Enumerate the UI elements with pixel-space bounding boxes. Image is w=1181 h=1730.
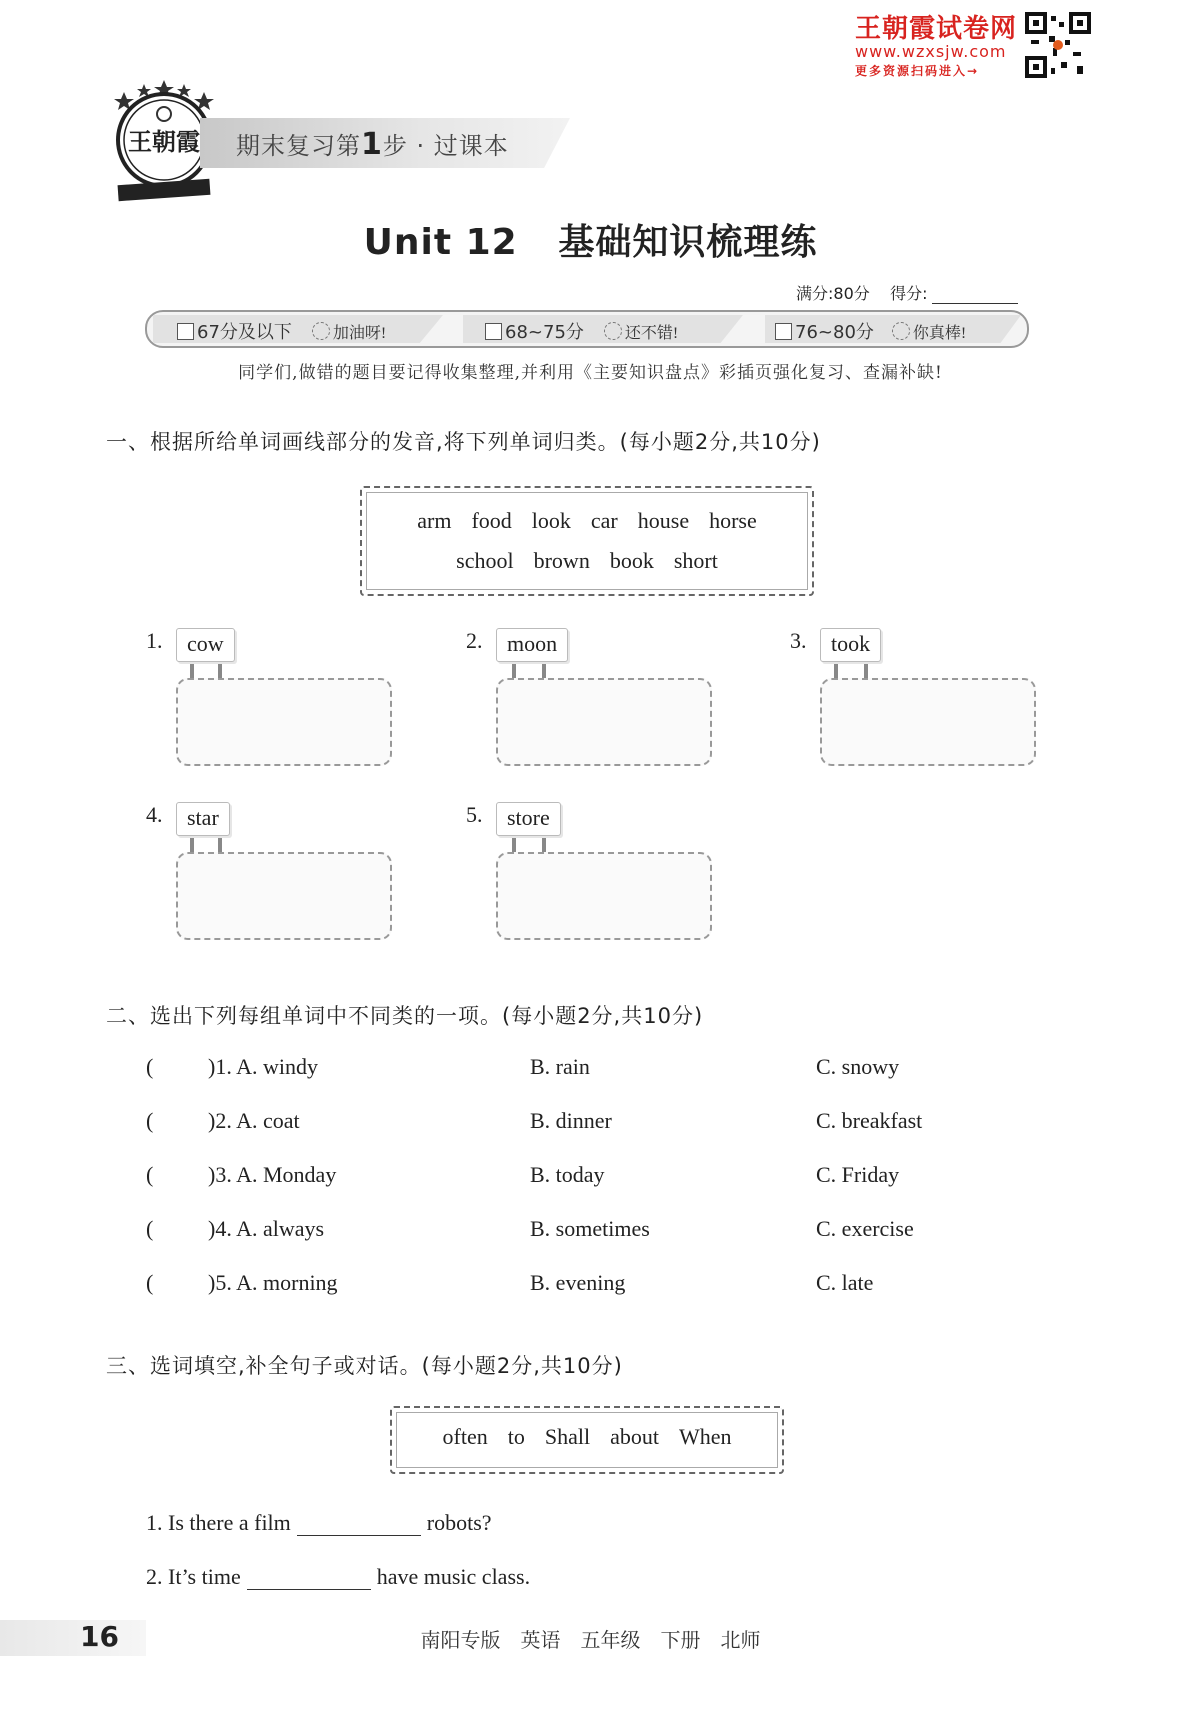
grade-bar <box>145 310 1029 348</box>
obtained-score-label: 得分: <box>890 284 928 303</box>
fill-sentence: 2. It’s time have music class. <box>146 1564 531 1589</box>
tag-peg <box>542 838 546 852</box>
tag-peg <box>218 838 222 852</box>
section3-word-box <box>390 1406 784 1474</box>
brand-url[interactable]: www.wzxsjw.com <box>855 42 1007 61</box>
question-option-a: )2. A. coat <box>208 1108 300 1133</box>
question-option-a: )3. A. Monday <box>208 1162 337 1187</box>
banner-text: 期末复习第1步 · 过课本 <box>236 127 509 162</box>
page-number: 16 <box>80 1620 119 1653</box>
answer-paren[interactable]: ( <box>146 1054 154 1079</box>
answer-box[interactable] <box>496 678 712 766</box>
section3-heading: 三、选词填空,补全句子或对话。(每小题2分,共10分) <box>106 1354 623 1378</box>
question-option-a: )5. A. morning <box>208 1270 338 1295</box>
answer-box[interactable] <box>176 678 392 766</box>
smile-icon <box>312 322 330 340</box>
item-number: 1. <box>146 628 163 653</box>
tag-peg <box>512 664 516 678</box>
item-word-tag: moon <box>496 628 568 662</box>
grade-checkbox[interactable] <box>177 323 194 340</box>
item-word-tag: took <box>820 628 881 662</box>
tag-peg <box>834 664 838 678</box>
brand-name: 王朝霞试卷网 <box>855 14 1018 44</box>
question-option-c: C. exercise <box>816 1216 914 1241</box>
answer-paren[interactable]: ( <box>146 1108 154 1133</box>
word-row-1: arm food look car house horse <box>417 508 757 533</box>
reminder-text: 同学们,做错的题目要记得收集整理,并利用《主要知识盘点》彩插页强化复习、查漏补缺! <box>238 363 943 383</box>
tag-peg <box>190 664 194 678</box>
obtained-score-blank[interactable] <box>932 287 1018 304</box>
tag-peg <box>542 664 546 678</box>
section1-heading: 一、根据所给单词画线部分的发音,将下列单词归类。(每小题2分,共10分) <box>106 430 821 454</box>
qr-code-icon[interactable] <box>1025 12 1091 78</box>
section2-heading: 二、选出下列每组单词中不同类的一项。(每小题2分,共10分) <box>106 1004 704 1028</box>
smile-icon <box>604 322 622 340</box>
footer: 南阳专版 英语 五年级 下册 北师 <box>420 1630 761 1652</box>
question-option-c: C. Friday <box>816 1162 900 1187</box>
word-row: often to Shall about When <box>442 1424 732 1449</box>
question-option-a: )4. A. always <box>208 1216 325 1241</box>
fill-blank[interactable] <box>297 1513 421 1536</box>
tag-peg <box>864 664 868 678</box>
answer-box[interactable] <box>176 852 392 940</box>
item-number: 3. <box>790 628 807 653</box>
grade-item: 76~80分 你真棒! <box>775 318 966 344</box>
logo-text: 王朝霞 <box>128 127 200 156</box>
answer-paren[interactable]: ( <box>146 1216 154 1241</box>
fill-blank[interactable] <box>247 1567 371 1590</box>
item-word-tag: store <box>496 802 561 836</box>
question-option-b: B. evening <box>530 1270 626 1295</box>
question-option-c: C. breakfast <box>816 1108 923 1133</box>
answer-paren[interactable]: ( <box>146 1270 154 1295</box>
question-option-b: B. today <box>530 1162 605 1187</box>
question-option-a: )1. A. windy <box>208 1054 318 1079</box>
banner-step-number: 1 <box>361 127 383 162</box>
question-option-b: B. dinner <box>530 1108 612 1133</box>
grade-checkbox[interactable] <box>775 323 792 340</box>
smile-icon <box>892 322 910 340</box>
grade-checkbox[interactable] <box>485 323 502 340</box>
tag-peg <box>218 664 222 678</box>
tag-peg <box>190 838 194 852</box>
answer-box[interactable] <box>496 852 712 940</box>
word-row-2: school brown book short <box>456 548 718 573</box>
tag-peg <box>512 838 516 852</box>
brand-tagline: 更多资源扫码进入→ <box>855 64 980 78</box>
item-number: 2. <box>466 628 483 653</box>
item-number: 4. <box>146 802 163 827</box>
question-option-c: C. snowy <box>816 1054 900 1079</box>
item-word-tag: star <box>176 802 230 836</box>
question-option-c: C. late <box>816 1270 874 1295</box>
question-option-b: B. rain <box>530 1054 590 1079</box>
answer-paren[interactable]: ( <box>146 1162 154 1187</box>
grade-item: 68~75分 还不错! <box>485 318 678 344</box>
grade-item: 67分及以下 加油呀! <box>177 318 386 344</box>
answer-box[interactable] <box>820 678 1036 766</box>
question-option-b: B. sometimes <box>530 1216 650 1241</box>
section1-word-box <box>360 486 814 596</box>
score-line <box>796 281 1018 304</box>
page-title: Unit 12 基础知识梳理练 <box>363 222 818 263</box>
item-number: 5. <box>466 802 483 827</box>
full-score: 满分:80分 <box>796 284 870 303</box>
fill-sentence: 1. Is there a film robots? <box>146 1510 492 1535</box>
item-word-tag: cow <box>176 628 235 662</box>
